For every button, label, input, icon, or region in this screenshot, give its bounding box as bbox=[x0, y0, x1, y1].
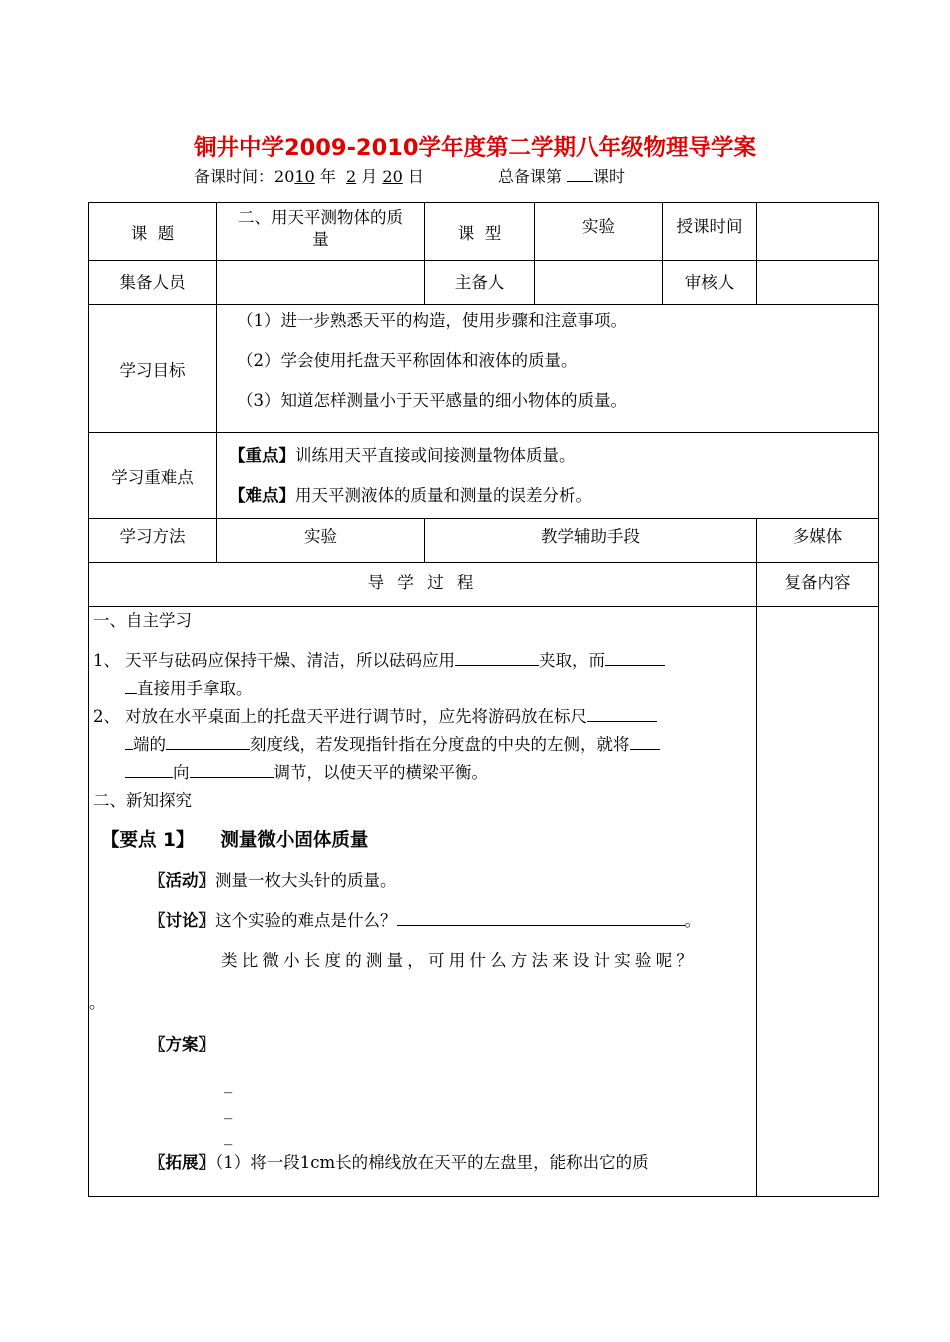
plan-line bbox=[89, 1031, 756, 1059]
discussion-answer-blank[interactable] bbox=[397, 909, 685, 926]
question-1-number: 1、 bbox=[93, 651, 120, 670]
question-1-text-b: 夹取，而 bbox=[539, 651, 605, 670]
question-2-blank-b[interactable] bbox=[166, 733, 250, 750]
type-label: 课 型 bbox=[457, 223, 502, 243]
section-self-study: 一、自主学习 bbox=[93, 611, 192, 630]
key-point-tag: 【重点】 bbox=[229, 446, 295, 465]
question-1-blank-b-cont[interactable] bbox=[125, 677, 137, 694]
extension-line bbox=[89, 1149, 756, 1177]
lead-label: 主备人 bbox=[454, 273, 505, 292]
goal-item: （2）学会使用托盘天平称固体和液体的质量。 bbox=[237, 351, 578, 370]
review-header-cell bbox=[757, 563, 879, 607]
focus-cell bbox=[217, 433, 879, 519]
teach-time-label-cell bbox=[663, 203, 757, 261]
reviewer-label: 审核人 bbox=[684, 273, 735, 292]
difficulty-text: 用天平测液体的质量和测量的误差分析。 bbox=[295, 486, 592, 505]
prep-month: 2 bbox=[346, 167, 357, 186]
plan-tag: 〖方案〗 bbox=[149, 1035, 215, 1054]
topic-label-cell bbox=[89, 203, 217, 261]
process-header-cell bbox=[89, 563, 757, 607]
topic-value: 二、用天平测物体的质量 bbox=[238, 208, 403, 249]
activity-text: 测量一枚大头针的质量。 bbox=[215, 871, 397, 890]
lesson-plan-table bbox=[88, 202, 879, 1197]
difficulty-line bbox=[229, 476, 878, 516]
topic-value-cell bbox=[217, 203, 425, 261]
question-1-blank-a[interactable] bbox=[455, 649, 539, 666]
lead-label-cell bbox=[425, 261, 535, 305]
goal-item: （3）知道怎样测量小于天平感量的细小物体的质量。 bbox=[237, 391, 627, 410]
prep-day-unit: 日 bbox=[407, 167, 424, 186]
question-1 bbox=[89, 647, 756, 703]
topic-label: 课 题 bbox=[130, 223, 175, 243]
question-1-text-c: 直接用手拿取。 bbox=[137, 679, 253, 698]
teach-time-label: 授课时间 bbox=[676, 217, 743, 236]
aids-label: 教学辅助手段 bbox=[541, 527, 640, 546]
question-2-text-e: 调节，以使天平的横梁平衡。 bbox=[273, 763, 488, 782]
key-point-text: 训练用天平直接或间接测量物体质量。 bbox=[295, 446, 576, 465]
process-content-cell bbox=[89, 607, 757, 1197]
reviewer-value-cell[interactable] bbox=[757, 261, 879, 305]
discussion-line bbox=[89, 907, 756, 935]
question-2-blank-c-cont[interactable] bbox=[125, 761, 173, 778]
page-title: 铜井中学2009-2010学年度第二学期八年级物理导学案 bbox=[193, 135, 757, 161]
goal-item: （1）进一步熟悉天平的构造，使用步骤和注意事项。 bbox=[237, 311, 627, 330]
aids-label-cell bbox=[425, 519, 757, 563]
activity-line bbox=[89, 867, 756, 895]
method-value: 实验 bbox=[304, 527, 337, 546]
question-2-blank-a-cont[interactable] bbox=[125, 733, 133, 750]
question-2-blank-d[interactable] bbox=[190, 761, 274, 778]
lead-value-cell[interactable] bbox=[535, 261, 663, 305]
focus-label: 学习重难点 bbox=[111, 467, 194, 487]
plan-dash-3: _ bbox=[224, 1126, 233, 1145]
goals-cell bbox=[217, 305, 879, 433]
key-point-1-heading bbox=[89, 827, 756, 855]
extension-text: （1）将一段1cm长的棉线放在天平的左盘里，能称出它的质 bbox=[215, 1153, 649, 1172]
section-new-knowledge: 二、新知探究 bbox=[93, 791, 192, 810]
question-1-text-a: 天平与砝码应保持干燥、清洁，所以砝码应用 bbox=[125, 651, 455, 670]
process-header: 导 学 过 程 bbox=[367, 573, 478, 592]
prep-time-label: 备课时间： bbox=[194, 167, 275, 186]
analogy-line: 类比微小长度的测量，可用什么方法来设计实验呢？ bbox=[221, 951, 698, 970]
goals-label: 学习目标 bbox=[119, 360, 186, 380]
method-value-cell bbox=[217, 519, 425, 563]
type-value-cell bbox=[535, 203, 663, 261]
question-2-blank-c[interactable] bbox=[630, 733, 660, 750]
activity-tag: 〖活动〗 bbox=[149, 871, 215, 890]
collective-value-cell[interactable] bbox=[217, 261, 425, 305]
prep-info-line bbox=[194, 164, 625, 187]
plan-dash-2: _ bbox=[224, 1100, 233, 1119]
question-2-blank-a[interactable] bbox=[587, 705, 657, 722]
collective-label-cell bbox=[89, 261, 217, 305]
type-value: 实验 bbox=[582, 217, 615, 236]
review-content-cell[interactable] bbox=[757, 607, 879, 1197]
discussion-text: 这个实验的难点是什么？ bbox=[215, 911, 397, 930]
method-label: 学习方法 bbox=[119, 527, 186, 546]
question-1-blank-b[interactable] bbox=[605, 649, 665, 666]
discussion-tag: 〖讨论〗 bbox=[149, 911, 215, 930]
total-lesson-label: 总备课第 bbox=[497, 167, 562, 186]
difficulty-tag: 【难点】 bbox=[229, 486, 295, 505]
review-header: 复备内容 bbox=[784, 573, 851, 592]
collective-label: 集备人员 bbox=[119, 273, 186, 292]
aids-value: 多媒体 bbox=[792, 527, 843, 546]
teach-time-value-cell[interactable] bbox=[757, 203, 879, 261]
question-2-text-c: 刻度线，若发现指针指在分度盘的中央的左侧，就将 bbox=[250, 735, 630, 754]
goals-label-cell bbox=[89, 305, 217, 433]
total-lesson-blank[interactable] bbox=[567, 167, 593, 182]
reviewer-label-cell bbox=[663, 261, 757, 305]
prep-month-unit: 月 bbox=[361, 167, 378, 186]
question-2-text-d: 向 bbox=[173, 763, 190, 782]
total-lesson-unit: 课时 bbox=[592, 167, 625, 186]
analogy-end: 。 bbox=[89, 993, 106, 1012]
prep-day: 20 bbox=[382, 167, 403, 186]
question-2-text-a: 对放在水平桌面上的托盘天平进行调节时，应先将游码放在标尺 bbox=[125, 707, 587, 726]
prep-year-unit: 年 bbox=[319, 167, 336, 186]
question-2-text-b: 端的 bbox=[133, 735, 166, 754]
aids-value-cell bbox=[757, 519, 879, 563]
question-2-number: 2、 bbox=[93, 707, 120, 726]
prep-year-prefix: 20 bbox=[274, 167, 295, 186]
discussion-end: 。 bbox=[684, 911, 701, 930]
prep-year-suffix: 10 bbox=[294, 167, 315, 186]
extension-tag: 〖拓展〗 bbox=[149, 1153, 215, 1172]
type-label-cell bbox=[425, 203, 535, 261]
focus-label-cell bbox=[89, 433, 217, 519]
key-point-1-title: 测量微小固体质量 bbox=[220, 830, 369, 851]
plan-dash-1: _ bbox=[224, 1074, 233, 1093]
key-point-1-tag: 【要点 1】 bbox=[101, 830, 195, 851]
question-2 bbox=[89, 703, 756, 787]
key-point-line bbox=[229, 436, 878, 476]
method-label-cell bbox=[89, 519, 217, 563]
